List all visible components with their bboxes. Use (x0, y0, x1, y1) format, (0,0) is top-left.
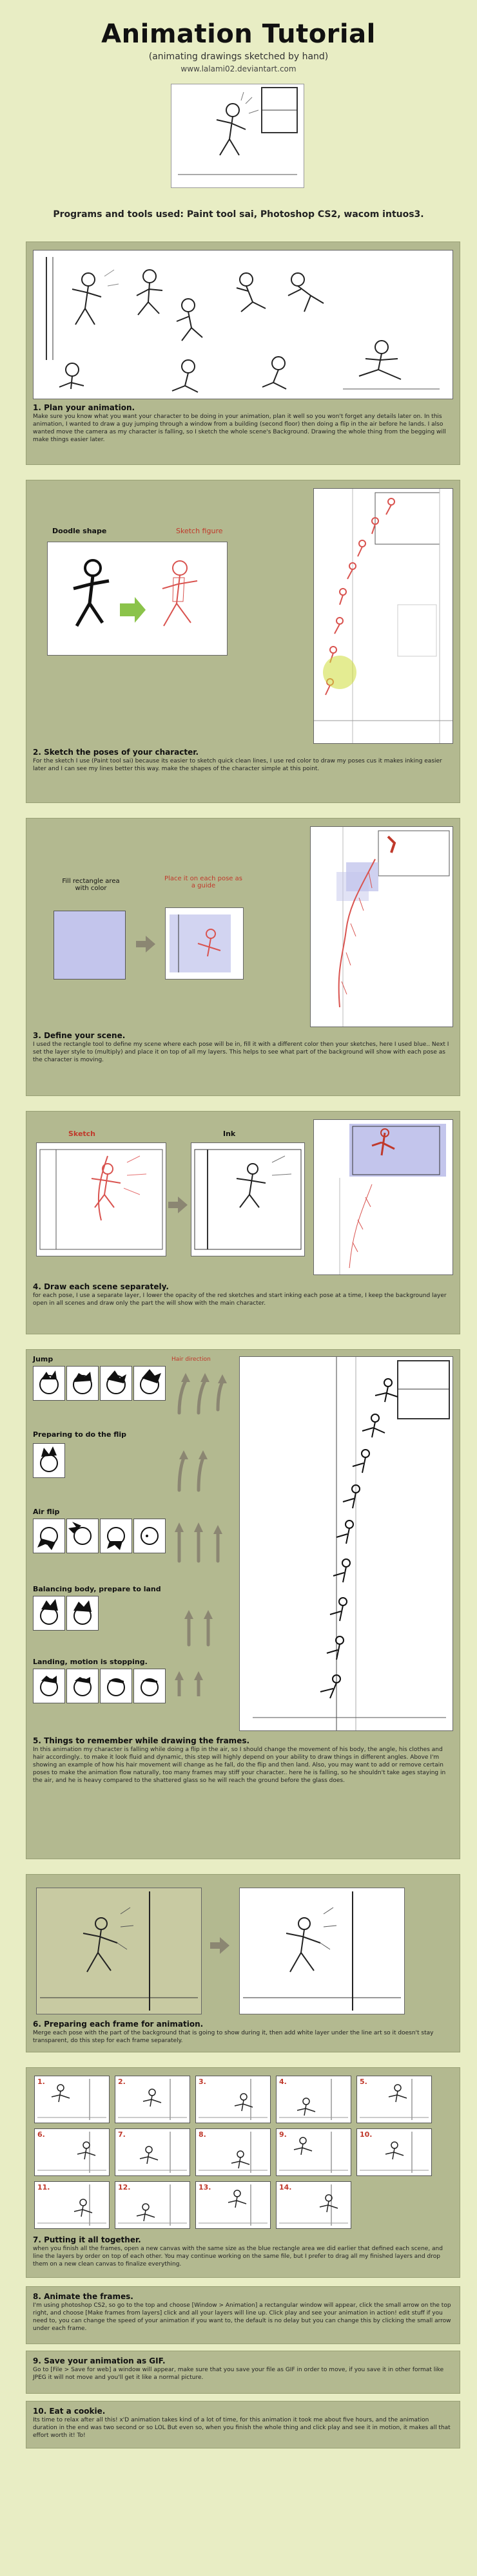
label-landing: Landing, motion is stopping. (33, 1658, 148, 1666)
section-5-panel (26, 1349, 460, 1859)
section-10-panel (26, 2401, 460, 2448)
animation-frame (276, 2076, 351, 2123)
frame-number: 4. (279, 2078, 287, 2086)
section-4-body: for each pose, I use a separate layer, I lower the opacity of the red sketches and start inking each pose at a time, I keep the background layer open in all scenes and draw only the part the will show with the main character. (33, 1293, 447, 1307)
section-7-panel (26, 2067, 460, 2278)
frame-drawing (115, 2182, 190, 2228)
frame-number: 6. (37, 2130, 45, 2139)
hair-frame (66, 1596, 99, 1631)
label-air-flip: Air flip (33, 1508, 60, 1516)
section-1-title: 1. Plan your animation. (33, 403, 135, 412)
section-7-title: 7. Putting it all together. (33, 2235, 141, 2244)
right-arrow-icon (168, 1195, 188, 1215)
section-9-panel (26, 2351, 460, 2394)
frame-number: 7. (118, 2130, 126, 2139)
animation-frame (195, 2128, 271, 2176)
section-4-panel (26, 1111, 460, 1334)
label-jump: Jump (33, 1355, 54, 1363)
section-8-panel (26, 2286, 460, 2344)
section-10-body: Its time to relax after all this! x'D animation takes kind of a lot of time, for this animation it took me about five hours, and the animation duration in the end was two second or so LOL But even so, when you finish the whole thing and click play and see it in motion, it makes all that effort worth it! To! (33, 2417, 451, 2439)
blue-fill-rectangle (54, 911, 126, 980)
frame-number: 10. (360, 2130, 373, 2139)
animation-frame (34, 2128, 110, 2176)
hair-frame (133, 1519, 166, 1553)
hair-frame (33, 1596, 65, 1631)
frame-drawing (357, 2076, 431, 2123)
section-5-body: In this animation my character is falling while doing a flip in the air, so I should change the movement of his body, the angle, his clothes and hair accordingly.. to make it look fluid and dynamic, this step will highly depend on your ability to draw things in different angles. Above I'm showing an example of how his hair movement will change as he fall, do the flip and then land. Also, you may want to add or remove certain poses to make the animation flow naturally, too many frames may stiff your character.. here he is falling, so he shouldn't take ages staying in the air, and he is heavy compared to the shattered glass so he will reach the ground before the glass does. (33, 1747, 446, 1784)
frame-number: 3. (199, 2078, 206, 2086)
section-6-title: 6. Preparing each frame for animation. (33, 2020, 204, 2029)
frame-drawing (35, 2182, 109, 2228)
animation-frame (276, 2128, 351, 2176)
plan-sketches-image (33, 250, 453, 399)
label-balancing-body: Balancing body, prepare to land (33, 1585, 161, 1593)
hero-animation-image (171, 84, 304, 188)
frame-number: 12. (118, 2183, 131, 2192)
section-2-title: 2. Sketch the poses of your character. (33, 748, 199, 757)
section-1-body: Make sure you know what you want your character to be doing in your animation, plan it well so you won't forget any details later on. In this animation, I wanted to draw a guy jumping through a window from a building (second floor) then doing a flip in the air before he lands. I also wanted move the camera as my character is falling, so I sketch the whole scene's Background. Drawing the whole thing from the begging will make things easier later. (33, 413, 446, 443)
animation-frame (115, 2076, 190, 2123)
frame-number: 13. (199, 2183, 211, 2192)
frame-number: 1. (37, 2078, 45, 2086)
section-2-body: For the sketch I use (Paint tool sai) because its easier to sketch quick clean lines, I use red color to draw my poses cus it makes inking easier later and I can see my lines better this way. make the shapes of the character simple at this point. (33, 758, 442, 772)
label-fill-rectangle: Fill rectangle area with color (62, 878, 120, 892)
section-1-panel (26, 242, 460, 465)
frame-drawing (196, 2129, 270, 2175)
animation-frame (34, 2076, 110, 2123)
frame-drawing (196, 2076, 270, 2123)
hair-frame (66, 1519, 99, 1553)
hair-frame (33, 1366, 65, 1401)
section-3-title: 3. Define your scene. (33, 1031, 126, 1040)
scene-strip-with-guide (313, 1119, 453, 1275)
section-5-title: 5. Things to remember while drawing the frames. (33, 1736, 250, 1745)
tools-used: Programs and tools used: Paint tool sai, Photoshop CS2, wacom intuos3. (53, 209, 424, 220)
label-sketch-figure: Sketch figure (176, 527, 223, 535)
page-subtitle: (animating drawings sketched by hand) (148, 52, 329, 62)
frame-drawing (115, 2129, 190, 2175)
animation-frame (356, 2128, 432, 2176)
section-6-body: Merge each pose with the part of the background that is going to show during it, then add white layer under the line art so it doesn't stay transparent, do this step for each frame separately. (33, 2030, 434, 2044)
hair-frame (133, 1669, 166, 1703)
hair-frame (66, 1669, 99, 1703)
label-hair-direction: Hair direction (171, 1356, 211, 1363)
right-arrow-icon (210, 1936, 229, 1955)
animation-frame (195, 2076, 271, 2123)
full-fall-sequence-image (239, 1356, 453, 1731)
section-6-panel (26, 1874, 460, 2052)
hair-frame (33, 1443, 65, 1478)
animation-frame (115, 2128, 190, 2176)
label-doodle-shape: Doodle shape (52, 527, 107, 535)
doodle-vs-sketch-image (47, 542, 228, 656)
section-9-title: 9. Save your animation as GIF. (33, 2356, 166, 2365)
frame-number: 11. (37, 2183, 50, 2192)
frame-drawing (277, 2182, 351, 2228)
frame-drawing (277, 2129, 351, 2175)
section-4-title: 4. Draw each scene separately. (33, 1282, 169, 1291)
frame-drawing (196, 2182, 270, 2228)
frame-drawing (35, 2129, 109, 2175)
section-8-title: 8. Animate the frames. (33, 2292, 133, 2301)
frame-number: 2. (118, 2078, 126, 2086)
hair-frame (100, 1366, 132, 1401)
section-3-body: I used the rectangle tool to define my scene where each pose will be in, fill it with a different color then your sketches, here I used blue.. Next I set the layer style to (multiply) and place it on top of all my layers. This helps to see what part of the background will show with each pose as the character is moving. (33, 1041, 449, 1063)
hair-frame (66, 1366, 99, 1401)
ink-scene-image (191, 1142, 305, 1256)
hair-frame (33, 1669, 65, 1703)
label-ink: Ink (223, 1130, 236, 1138)
frame-number: 5. (360, 2078, 367, 2086)
author-url[interactable]: www.lalami02.deviantart.com (180, 64, 297, 73)
animation-frame (195, 2181, 271, 2229)
right-arrow-icon (136, 934, 155, 954)
merged-frame-after (239, 1888, 405, 2014)
label-place-guide: Place it on each pose as a guide (164, 875, 242, 889)
section-10-title: 10. Eat a cookie. (33, 2407, 106, 2416)
frame-number: 8. (199, 2130, 206, 2139)
merged-frame-before (36, 1888, 202, 2014)
hair-frame (100, 1669, 132, 1703)
frame-drawing (35, 2076, 109, 2123)
section-7-body: when you finish all the frames, open a new canvas with the same size as the blue rectangle area we did earlier that defined each scene, and line the layers by order on top of each other. You may continue working on the same file, but I prefer to drag all my finished layers and drop them on a new clean canvas to finalize everything. (33, 2246, 443, 2268)
hair-direction-arrows (170, 1368, 228, 1696)
section-3-panel (26, 818, 460, 1096)
guide-overlay-image (165, 907, 244, 980)
animation-frame (34, 2181, 110, 2229)
label-preparing-flip: Preparing to do the flip (33, 1430, 127, 1439)
frame-drawing (357, 2129, 431, 2175)
section-8-body: I'm using photoshop CS2, so go to the top and choose [Window > Animation] a rectangular window will appear, click the small arrow on the top right, and choose [Make frames from layers] click and all your layers will line up. Click play and see your animation in action! edit stuff if you need to, you can change the speed of your animation if you want to, the default is no delay but you can change this by clicking the small arrow under each frame. (33, 2302, 451, 2332)
hair-frame (100, 1519, 132, 1553)
frame-drawing (277, 2076, 351, 2123)
poses-sketch-strip (313, 488, 453, 744)
hair-frame (33, 1519, 65, 1553)
label-sketch: Sketch (68, 1130, 96, 1138)
animation-frame (115, 2181, 190, 2229)
frame-number: 14. (279, 2183, 292, 2192)
section-2-panel (26, 480, 460, 803)
hair-frame (133, 1366, 166, 1401)
page-title: Animation Tutorial (101, 19, 376, 49)
animation-frame (356, 2076, 432, 2123)
frame-number: 9. (279, 2130, 287, 2139)
section-9-body: Go to [File > Save for web] a window will appear, make sure that you save your file as GIF in order to move, if you save it in other format like JPEG it will not move and you'll get it like a normal picture. (33, 2367, 444, 2381)
frame-drawing (115, 2076, 190, 2123)
scene-definition-strip (310, 826, 453, 1027)
animation-frame (276, 2181, 351, 2229)
sketch-scene-image (36, 1142, 166, 1256)
